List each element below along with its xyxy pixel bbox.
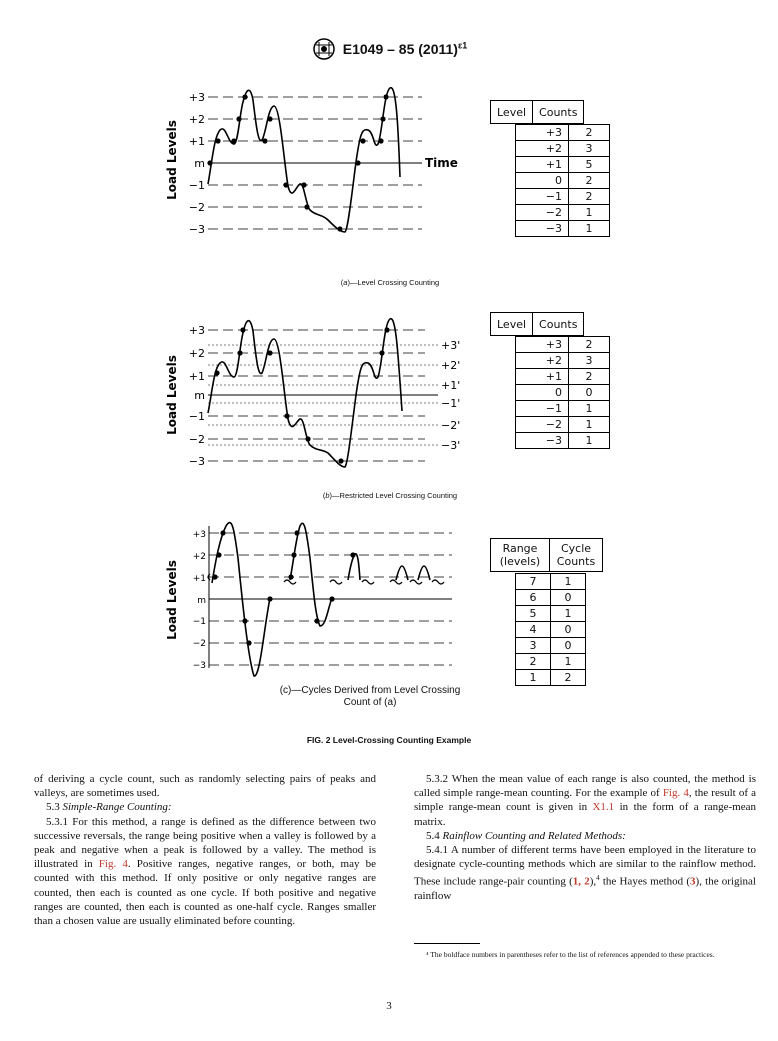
table-row: +3 2 bbox=[516, 125, 610, 141]
restricted-level-label: −1' bbox=[441, 397, 461, 410]
level-label: −1 bbox=[188, 410, 205, 423]
cycle-1b bbox=[418, 566, 430, 580]
table-row: −1 1 bbox=[516, 401, 610, 417]
level-label: +1 bbox=[188, 135, 205, 148]
fig-4-link[interactable]: Fig. 4 bbox=[662, 787, 689, 800]
paragraph: of deriving a cycle count, such as randomly selecting pairs of peaks and valleys, are sometimes used. bbox=[34, 773, 376, 800]
footnote-divider bbox=[414, 943, 480, 944]
figure-title: FIG. 2 Level-Crossing Counting Example bbox=[306, 735, 472, 745]
table-header: Counts bbox=[533, 101, 584, 124]
page-number: 3 bbox=[386, 1000, 392, 1012]
ylabel-c: Load Levels bbox=[165, 560, 179, 640]
level-label: −3 bbox=[188, 455, 205, 468]
level-count-rows-a bbox=[515, 124, 610, 237]
table-row: +3 2 bbox=[516, 337, 610, 353]
table-row: +1 5 bbox=[516, 157, 610, 173]
cycle-count-rows-c bbox=[515, 573, 586, 686]
level-label: +1 bbox=[188, 370, 205, 383]
level-label: +1 bbox=[192, 574, 206, 584]
table-row: 7 1 bbox=[516, 574, 586, 590]
table-header: Level bbox=[491, 101, 533, 124]
table-row: −2 1 bbox=[516, 417, 610, 433]
level-label: +2 bbox=[188, 347, 205, 360]
epsilon-mark: ε1 bbox=[457, 40, 468, 51]
level-label: m bbox=[194, 157, 205, 170]
footnote: ⁴ The boldface numbers in parentheses refer to the list of references appended to these practices. bbox=[426, 950, 715, 959]
level-label: +2 bbox=[188, 113, 205, 126]
cycle-5 bbox=[290, 523, 332, 626]
astm-logo-icon bbox=[311, 38, 337, 63]
table-row: 0 0 bbox=[516, 385, 610, 401]
caption-a: (a)—Level Crossing Counting bbox=[340, 278, 440, 287]
standard-designation: E1049 – 85 (2011) bbox=[342, 41, 458, 58]
footnote-mark: 4 bbox=[596, 874, 600, 883]
level-label: −3 bbox=[188, 223, 205, 236]
paragraph-5-3-2: 5.3.2 When the mean value of each range is also counted, the method is called simple range-mean counting. For the example of Fig. 4, the result of a simple range-mean count is given in X1.1 in the form of a range-mean matrix. bbox=[414, 773, 756, 828]
caption-c: (c)—Cycles Derived from Level Crossing Count of (a) bbox=[279, 685, 461, 708]
table-row: +2 3 bbox=[516, 353, 610, 369]
table-row: −2 1 bbox=[516, 205, 610, 221]
right-column bbox=[414, 772, 756, 903]
table-row: −3 1 bbox=[516, 221, 610, 237]
table-row: 6 0 bbox=[516, 590, 586, 606]
cycle-1a bbox=[396, 566, 408, 580]
table-header: Cycle Counts bbox=[550, 539, 603, 572]
table-row: 0 2 bbox=[516, 173, 610, 189]
fig-4-link[interactable]: Fig. 4 bbox=[98, 858, 128, 871]
section-heading-5-3: 5.3 Simple-Range Counting: bbox=[46, 801, 172, 814]
restricted-level-label: −3' bbox=[441, 439, 461, 452]
table-row: 4 0 bbox=[516, 622, 586, 638]
section-heading-5-4: 5.4 Rainflow Counting and Related Methods: bbox=[426, 829, 626, 842]
table-row: 3 0 bbox=[516, 638, 586, 654]
level-count-table-a bbox=[490, 100, 584, 124]
level-label: m bbox=[197, 596, 206, 606]
restricted-level-label: +3' bbox=[441, 339, 461, 352]
table-row: 2 1 bbox=[516, 654, 586, 670]
table-row: −1 2 bbox=[516, 189, 610, 205]
level-label: +2 bbox=[192, 552, 206, 562]
level-label: −1 bbox=[188, 179, 205, 192]
level-label: +3 bbox=[188, 324, 205, 337]
load-history-a bbox=[208, 88, 400, 232]
level-label: −1 bbox=[192, 617, 206, 627]
level-label: m bbox=[194, 389, 205, 402]
document-header bbox=[0, 38, 778, 63]
table-header: Counts bbox=[533, 313, 584, 336]
level-label: +3 bbox=[188, 91, 205, 104]
reference-link[interactable]: 1, 2 bbox=[572, 876, 590, 889]
level-label: −2 bbox=[188, 201, 205, 214]
x1-1-link[interactable]: X1.1 bbox=[592, 801, 615, 814]
level-label: −2 bbox=[192, 639, 206, 649]
cycle-count-table-c bbox=[490, 538, 603, 572]
time-label: Time bbox=[425, 156, 458, 170]
caption-b: (b)—Restricted Level Crossing Counting bbox=[322, 491, 458, 500]
paragraph-5-3-1: 5.3.1 For this method, a range is defined as the difference between two successive reversals, the range being positive when a valley is followed by a peak and negative when a peak is followed by a valley. The method is illustrated in Fig. 4. Positive ranges, negative ranges, or both, may be counted with this method. If only positive or only negative ranges are counted, then each is counted as one cycle. If both positive and negative ranges are counted, then each is counted as one-half cycle. Ranges smaller than a chosen value are usually eliminated before counting. bbox=[34, 815, 376, 928]
table-row: 5 1 bbox=[516, 606, 586, 622]
table-row: 1 2 bbox=[516, 670, 586, 686]
table-row: −3 1 bbox=[516, 433, 610, 449]
cycle-2 bbox=[348, 554, 360, 580]
table-row: +2 3 bbox=[516, 141, 610, 157]
level-label: −2 bbox=[188, 433, 205, 446]
level-label: −3 bbox=[192, 661, 206, 671]
level-label: +3 bbox=[192, 530, 206, 540]
panel-c-graph bbox=[150, 518, 460, 678]
reference-link[interactable]: 3 bbox=[690, 876, 696, 889]
panel-b-graph bbox=[150, 313, 480, 478]
restricted-level-label: +1' bbox=[441, 379, 461, 392]
level-count-rows-b bbox=[515, 336, 610, 449]
restricted-level-label: −2' bbox=[441, 419, 461, 432]
panel-a-graph bbox=[150, 82, 458, 242]
table-header: Level bbox=[491, 313, 533, 336]
level-count-table-b bbox=[490, 312, 584, 336]
table-header: Range (levels) bbox=[491, 539, 550, 572]
ylabel-a: Load Levels bbox=[165, 120, 179, 200]
table-row: +1 2 bbox=[516, 369, 610, 385]
restricted-level-label: +2' bbox=[441, 359, 461, 372]
paragraph-5-4-1: 5.4.1 A number of different terms have been employed in the literature to designate cycle-counting methods which are similar to the rainflow method. These include range-pair counting (1, 2),$^4$ the Hayes method (3), the original rainflow bbox=[414, 844, 756, 903]
ylabel-b: Load Levels bbox=[165, 355, 179, 435]
left-column bbox=[34, 772, 376, 928]
